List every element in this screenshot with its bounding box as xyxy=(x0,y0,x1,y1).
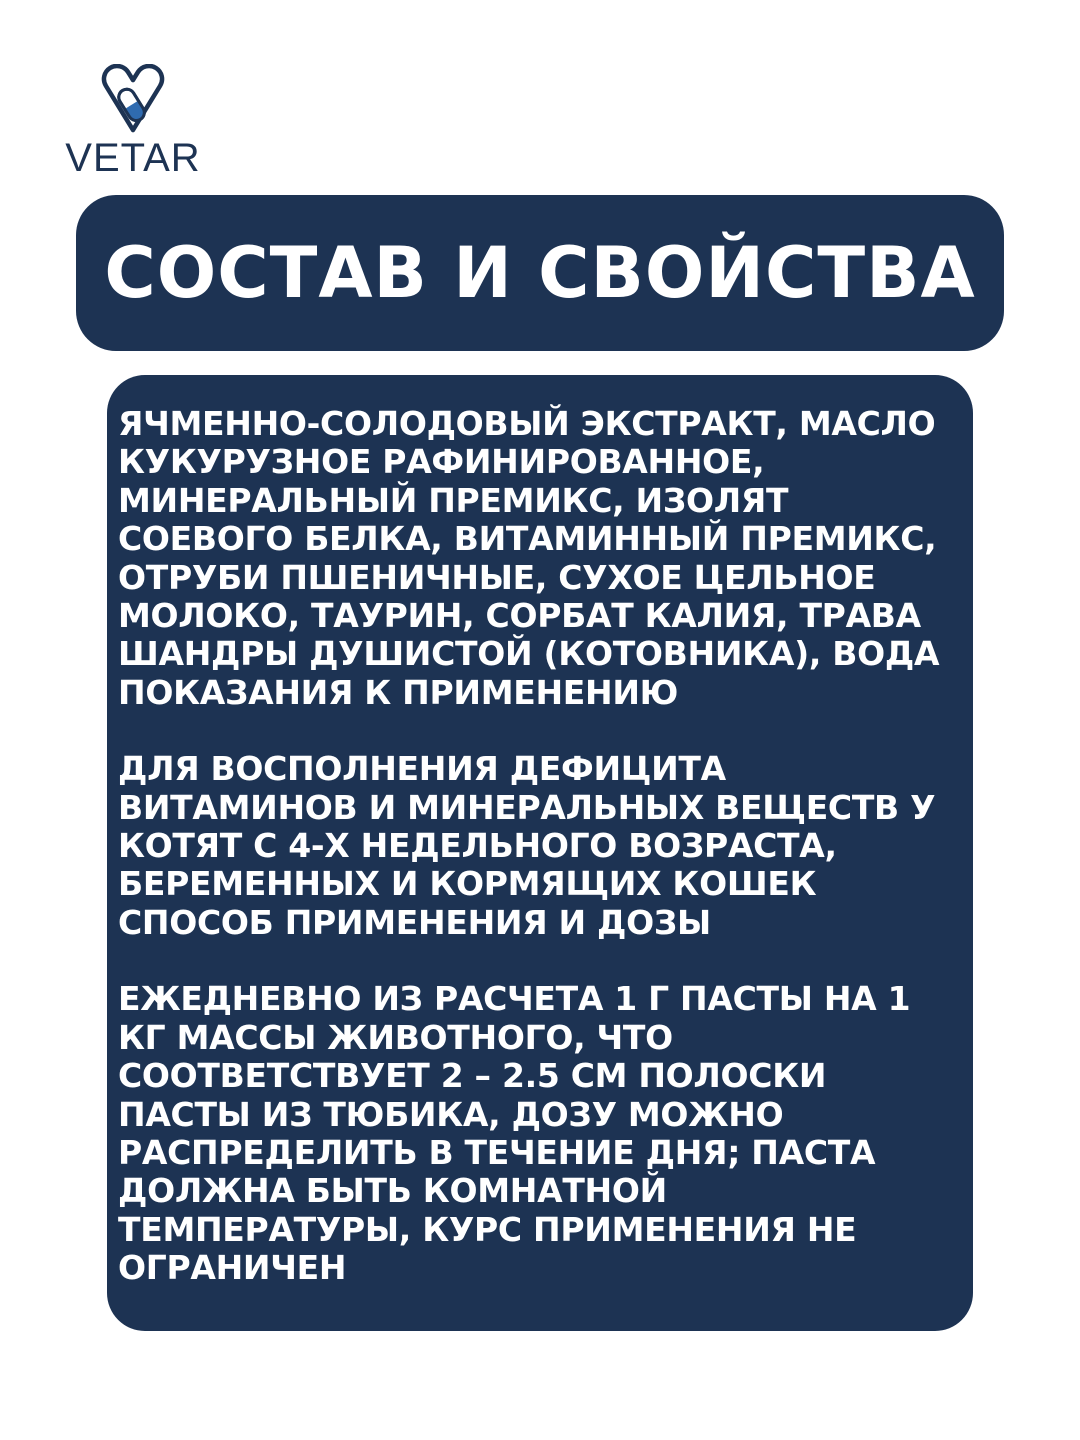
title-banner xyxy=(76,195,1004,351)
content-panel xyxy=(107,375,973,1331)
paragraph-indications: ДЛЯ ВОСПОЛНЕНИЯ ДЕФИЦИТА ВИТАМИНОВ И МИНЕРАЛЬНЫХ ВЕЩЕСТВ У КОТЯТ С 4-Х НЕДЕЛЬНОГО ВОЗРАСТА, БЕРЕМЕННЫХ И КОРМЯЩИХ КОШЕК СПОСОБ ПРИМЕНЕНИЯ И ДОЗЫ xyxy=(118,749,936,942)
page-title: СОСТАВ И СВОЙСТВА xyxy=(104,232,976,314)
v-capsule-logo-icon xyxy=(98,64,168,134)
brand-name: VETAR xyxy=(65,136,201,180)
paragraph-composition: ЯЧМЕННО-СОЛОДОВЫЙ ЭКСТРАКТ, МАСЛО КУКУРУЗНОЕ РАФИНИРОВАННОЕ, МИНЕРАЛЬНЫЙ ПРЕМИКС, ИЗОЛЯТ СОЕВОГО БЕЛКА, ВИТАМИННЫЙ ПРЕМИКС, ОТРУБИ ПШЕНИЧНЫЕ, СУХОЕ ЦЕЛЬНОЕ МОЛОКО, ТАУРИН, СОРБАТ КАЛИЯ, ТРАВА ШАНДРЫ ДУШИСТОЙ (КОТОВНИКА), ВОДА ПОКАЗАНИЯ К ПРИМЕНЕНИЮ xyxy=(118,404,940,712)
paragraph-dosage: ЕЖЕДНЕВНО ИЗ РАСЧЕТА 1 Г ПАСТЫ НА 1 КГ МАССЫ ЖИВОТНОГО, ЧТО СООТВЕТСТВУЕТ 2 – 2.5 СМ ПОЛОСКИ ПАСТЫ ИЗ ТЮБИКА, ДОЗУ МОЖНО РАСПРЕДЕЛИТЬ В ТЕЧЕНИЕ ДНЯ; ПАСТА ДОЛЖНА БЫТЬ КОМНАТНОЙ ТЕМПЕРАТУРЫ, КУРС ПРИМЕНЕНИЯ НЕ ОГРАНИЧЕН xyxy=(118,979,911,1288)
brand-logo xyxy=(48,60,218,180)
